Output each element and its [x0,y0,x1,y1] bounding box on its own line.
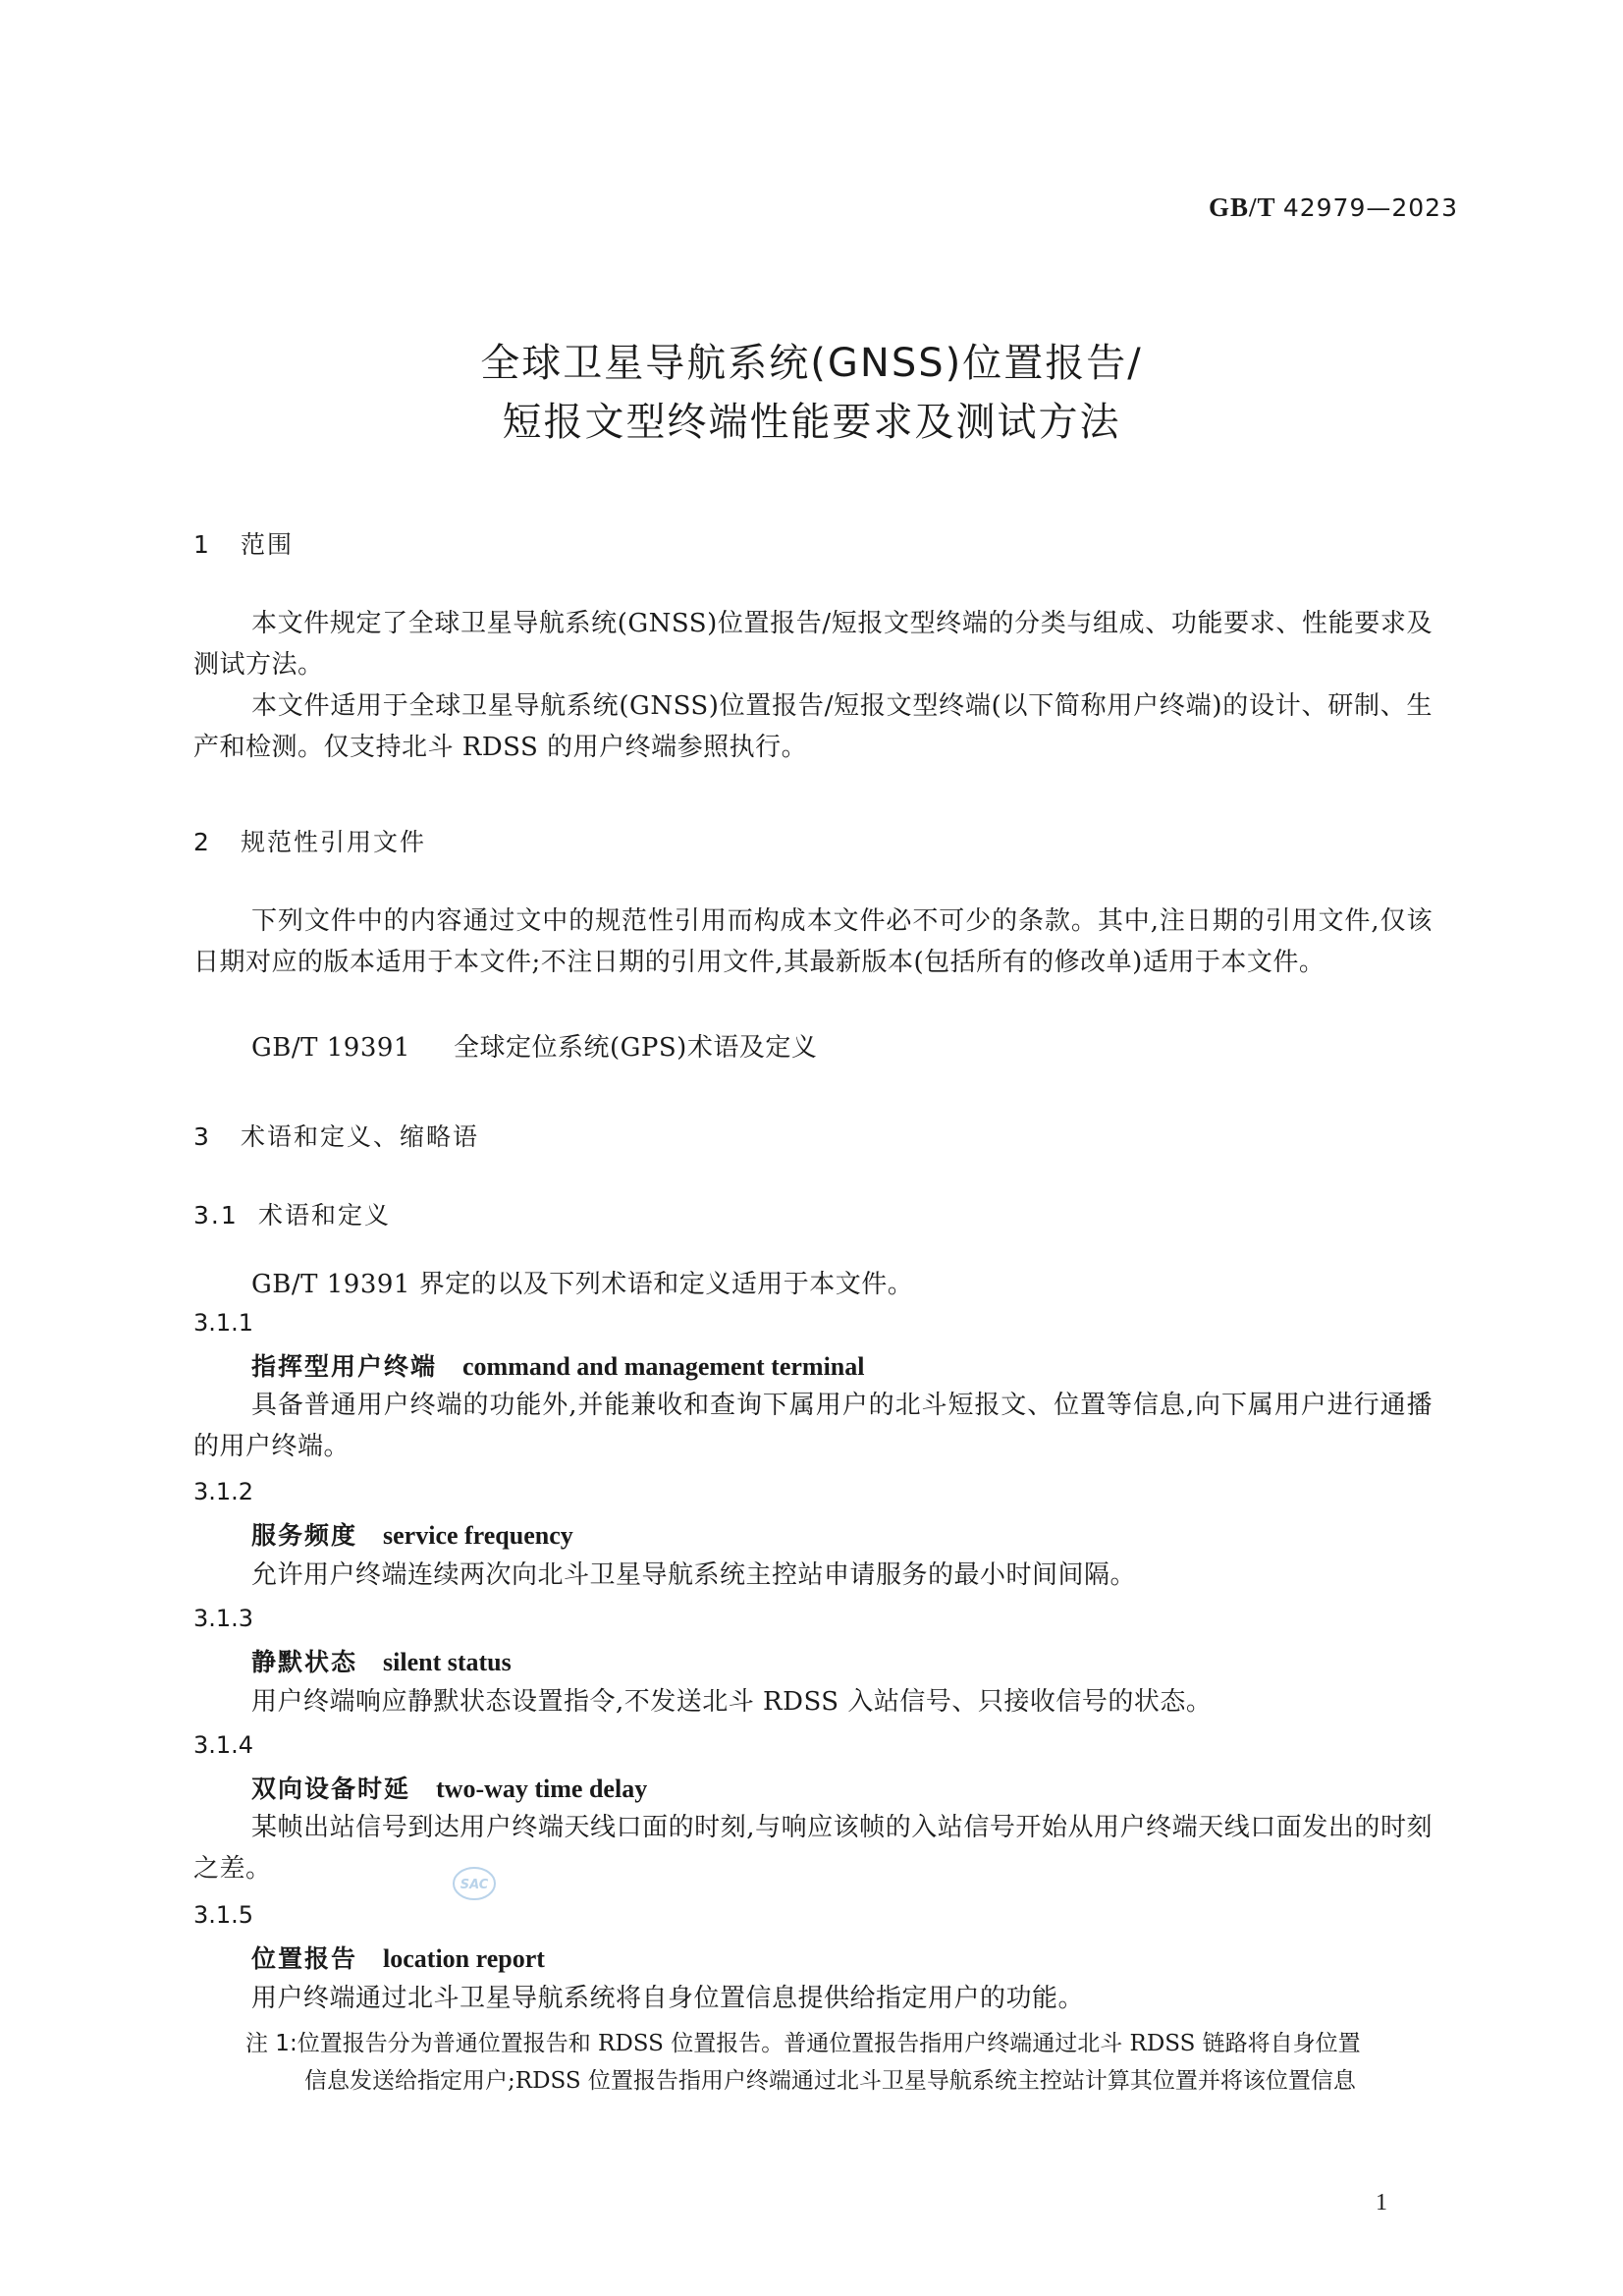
term-number: 3.1.5 [193,1901,254,1929]
page-number: 1 [1376,2190,1387,2215]
standard-code: 42979—2023 [1282,193,1458,222]
document-title-line-1: 全球卫星导航系统(GNSS)位置报告/ [480,341,1143,386]
note-line-2: 信息发送给指定用户;RDSS 位置报告指用户终端通过北斗卫星导航系统主控站计算其位置并将该位置信息 [304,2068,1356,2094]
watermark-text: SAC [460,1878,489,1892]
term-en: service frequency [383,1521,573,1550]
section-title: 范围 [241,530,295,559]
reference-code: GB/T 19391 [251,1033,410,1063]
term-definition: 用户终端响应静默状态设置指令,不发送北斗 RDSS 入站信号、只接收信号的状态。 [251,1687,1213,1717]
document-title-line-2: 短报文型终端性能要求及测试方法 [502,400,1121,445]
term-definition: 具备普通用户终端的功能外,并能兼收和查询下属用户的北斗短报文、位置等信息,向下属用户进行通播的用户终端。 [193,1391,1433,1461]
note-line-1: 位置报告分为普通位置报告和 RDSS 位置报告。普通位置报告指用户终端通过北斗 RDSS 链路将自身位置 [297,2031,1361,2056]
standard-prefix: GB/T [1209,192,1276,222]
reference-entry [251,1027,817,1064]
term-heading [251,1643,512,1678]
section-number: 2 [193,828,211,856]
term-definition: 某帧出站信号到达用户终端天线口面的时刻,与响应该帧的入站信号开始从用户终端天线口面发出的时刻之差。 [193,1813,1433,1884]
note-label: 注 1: [245,2031,298,2056]
term-heading [251,1940,545,1975]
term-zh: 服务频度 [251,1521,358,1550]
sac-watermark-icon [452,1866,497,1901]
section-3-heading [193,1118,479,1153]
term-en: command and management terminal [462,1352,865,1381]
term-en: location report [383,1944,545,1973]
section-title: 术语和定义、缩略语 [241,1122,480,1151]
term-number: 3.1.1 [193,1309,254,1337]
term-heading [251,1770,647,1805]
reference-title: 全球定位系统(GPS)术语及定义 [453,1033,818,1063]
term-heading [251,1516,573,1552]
term-zh: 位置报告 [251,1944,358,1973]
term-en: two-way time delay [436,1775,648,1803]
section-number: 3 [193,1122,211,1151]
term-definition: 允许用户终端连续两次向北斗卫星导航系统主控站申请服务的最小时间间隔。 [251,1560,1137,1590]
term-number: 3.1.3 [193,1605,254,1632]
term-zh: 指挥型用户终端 [251,1352,438,1381]
scope-paragraph-1: 本文件规定了全球卫星导航系统(GNSS)位置报告/短报文型终端的分类与组成、功能要求、性能要求及测试方法。 [193,609,1433,680]
section-1-heading [193,525,294,561]
terms-intro: GB/T 19391 界定的以及下列术语和定义适用于本文件。 [251,1270,914,1299]
subsection-number: 3.1 [193,1201,239,1230]
section-title: 规范性引用文件 [241,828,427,856]
subsection-3-1-heading [193,1196,391,1231]
subsection-title: 术语和定义 [258,1201,392,1230]
section-2-heading [193,823,426,858]
note-1 [245,2025,1434,2100]
term-number: 3.1.2 [193,1478,254,1505]
scope-paragraph-2: 本文件适用于全球卫星导航系统(GNSS)位置报告/短报文型终端(以下简称用户终端)的设计、研制、生产和检测。仅支持北斗 RDSS 的用户终端参照执行。 [193,691,1433,762]
term-zh: 双向设备时延 [251,1775,411,1803]
term-definition: 用户终端通过北斗卫星导航系统将自身位置信息提供给指定用户的功能。 [251,1984,1085,2013]
term-zh: 静默状态 [251,1648,358,1676]
term-heading [251,1347,865,1383]
term-en: silent status [383,1648,512,1676]
standard-number [1209,192,1458,223]
term-number: 3.1.4 [193,1731,254,1759]
section-number: 1 [193,530,211,559]
normative-references-paragraph: 下列文件中的内容通过文中的规范性引用而构成本文件必不可少的条款。其中,注日期的引用文件,仅该日期对应的版本适用于本文件;不注日期的引用文件,其最新版本(包括所有的修改单)适用于本文件。 [193,906,1433,977]
